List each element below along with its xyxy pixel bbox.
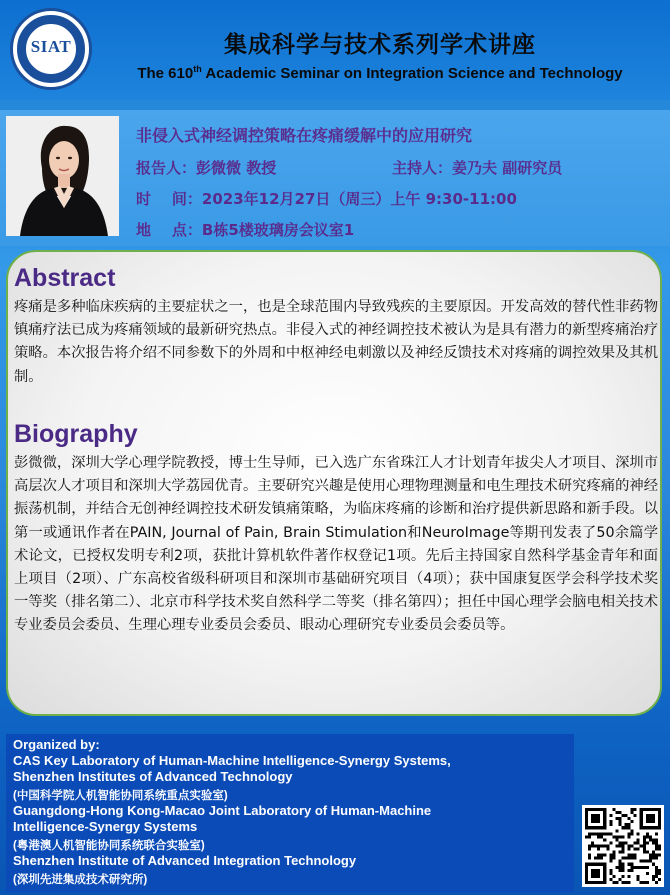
organized-by-label: Organized by: [13,737,100,752]
abstract-heading: Abstract [14,264,116,292]
place-value: B栋5楼玻璃房会议室1 [201,221,355,239]
host-name: 姜乃夫 副研究员 [452,159,563,177]
organizer-line: Guangdong-Hong Kong-Macao Joint Laboratory of Human-Machine [13,803,432,818]
organizer-line: Intelligence-Synergy Systems [13,819,198,834]
series-title-cn: 集成科学与技术系列学术讲座 [224,32,536,58]
organizer-line: CAS Key Laboratory of Human-Machine Intelligence-Synergy Systems, [13,753,451,768]
speaker-name: 彭微微 教授 [196,159,277,177]
logo-text: SIAT [30,37,72,56]
place-label: 地 点： [136,221,202,239]
content-card [6,250,662,716]
time-value: 2023年12月27日（周三）上午 9:30-11:00 [201,190,517,208]
abstract-text: 疼痛是多种临床疾病的主要症状之一，也是全球范围内导致残疾的主要原因。开发高效的替代性非药物镇痛疗法已成为疼痛领域的最新研究热点。非侵入式的神经调控技术被认为是具有潜力的新型疼痛治疗策略。本次报告将介绍不同参数下的外周和中枢神经电刺激以及神经反馈技术对疼痛的调控效果及其机制。 [14,299,658,385]
organizer-line: (中国科学院人机智能协同系统重点实验室) [13,790,228,802]
organizers-box [6,734,574,892]
host-label: 主持人： [392,159,453,177]
time-label: 时 间： [136,190,202,208]
biography-text: 彭微微，深圳大学心理学院教授，博士生导师，已入选广东省珠江人才计划青年拔尖人才项目、深圳市高层次人才项目和深圳大学荔园优青。主要研究兴趣是使用心理物理测量和电生理技术研究疼痛的神经振荡机制，并结合无创神经调控技术研发镇痛策略，为临床疼痛的诊断和治疗提供新思路和新手段。以第一或通讯作者在PAIN, Journal of Pain, Brain Stimulation和NeuroImage等期刊发表了50余篇学术论文，已授权发明专利2项，获批计算机软件著作权登记1项。先后主持国家自然科学基金青年和面上项目（2项）、广东高校省级科研项目和深圳市基础研究项目（4项）；获中国康复医学会科学技术奖一等奖（排名第二）、北京市科学技术奖自然科学二等奖（排名第四）；担任中国心理学会脑电相关技术专业委员会委员、生理心理专业委员会委员、眼动心理研究专业委员会委员等。 [14,455,658,634]
talk-title: 非侵入式神经调控策略在疼痛缓解中的应用研究 [136,126,473,145]
organizer-line: Shenzhen Institutes of Advanced Technology [13,769,293,784]
time-row [136,188,517,209]
siat-logo [10,8,92,90]
place-row [136,219,354,240]
speaker-label: 报告人： [136,159,197,177]
organizer-line: Shenzhen Institute of Advanced Integration Technology [13,853,357,868]
organizer-line: (粤港澳人机智能协同系统联合实验室) [13,840,205,852]
speaker-photo [6,116,119,236]
speaker-host-row [136,157,276,178]
biography-heading: Biography [14,420,138,448]
organizer-line: (深圳先进集成技术研究所) [13,874,148,886]
host-row [392,157,562,178]
series-title-en: The 610th Academic Seminar on Integration Science and Technology [137,64,623,82]
qr-code[interactable] [582,805,664,887]
